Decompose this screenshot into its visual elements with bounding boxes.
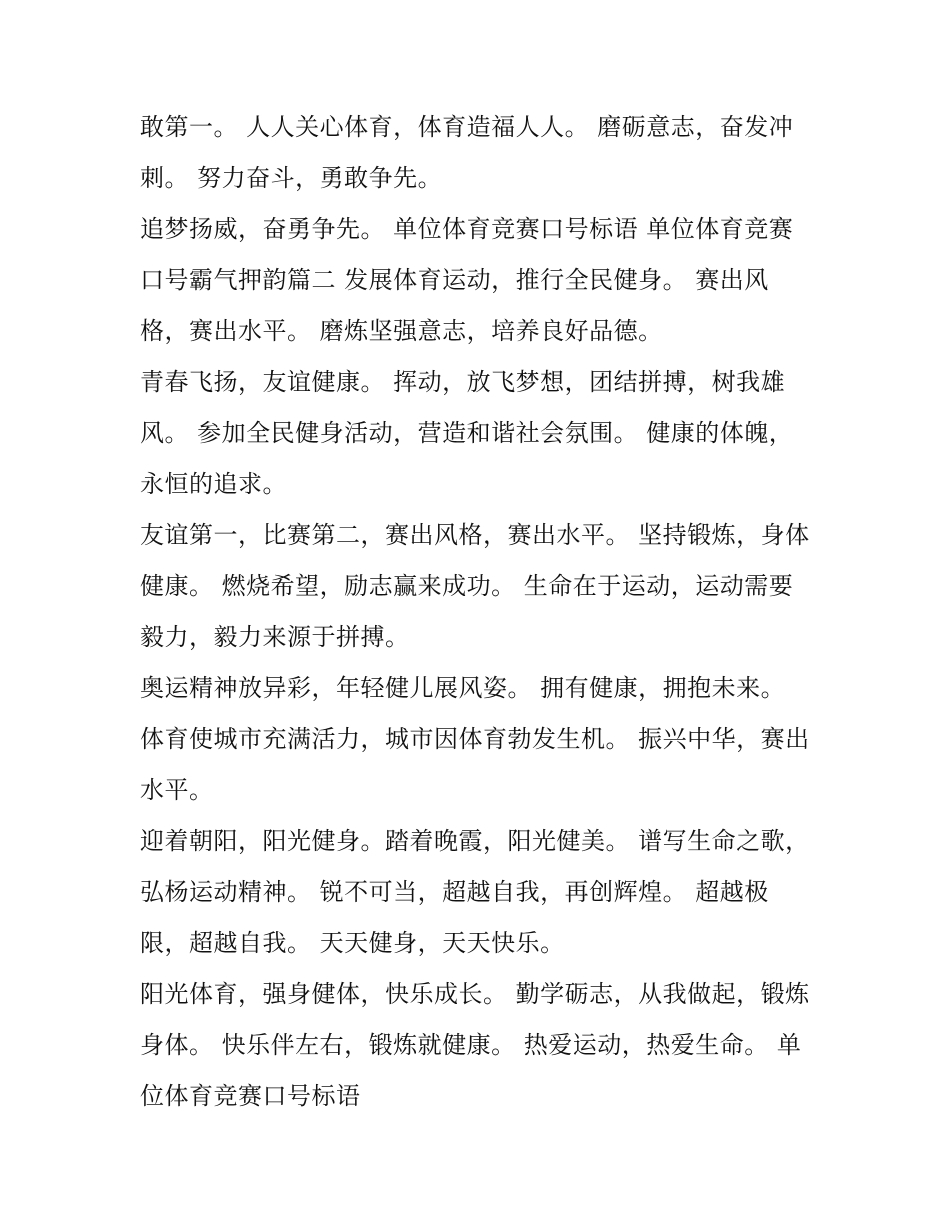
document-body bbox=[140, 102, 810, 1122]
paragraph: 青春飞扬，友谊健康。 挥动，放飞梦想，团结拼搏，树我雄风。 参加全民健身活动，营造和谐社会氛围。 健康的体魄，永恒的追求。 bbox=[140, 368, 794, 498]
paragraph: 阳光体育，强身健体，快乐成长。 勤学砺志，从我做起，锻炼身体。 快乐伴左右，锻炼就健康。 热爱运动，热爱生命。 单位体育竞赛口号标语 bbox=[140, 980, 810, 1110]
paragraph: 迎着朝阳，阳光健身。踏着晚霞，阳光健美。 谱写生命之歌，弘杨运动精神。 锐不可当，超越自我，再创辉煌。 超越极限，超越自我。 天天健身，天天快乐。 bbox=[140, 827, 810, 957]
paragraph: 追梦扬威，奋勇争先。 单位体育竞赛口号标语 单位体育竞赛口号霸气押韵篇二 发展体育运动，推行全民健身。 赛出风格，赛出水平。 磨炼坚强意志，培养良好品德。 bbox=[140, 215, 794, 345]
paragraph: 敢第一。 人人关心体育，体育造福人人。 磨砺意志，奋发冲刺。 努力奋斗，勇敢争先。 bbox=[140, 113, 794, 192]
paragraph: 奥运精神放异彩，年轻健儿展风姿。 拥有健康，拥抱未来。 体育使城市充满活力，城市因体育勃发生机。 振兴中华，赛出水平。 bbox=[140, 674, 810, 804]
paragraph: 友谊第一，比赛第二，赛出风格，赛出水平。 坚持锻炼，身体健康。 燃烧希望，励志赢来成功。 生命在于运动，运动需要毅力，毅力来源于拼搏。 bbox=[140, 521, 810, 651]
